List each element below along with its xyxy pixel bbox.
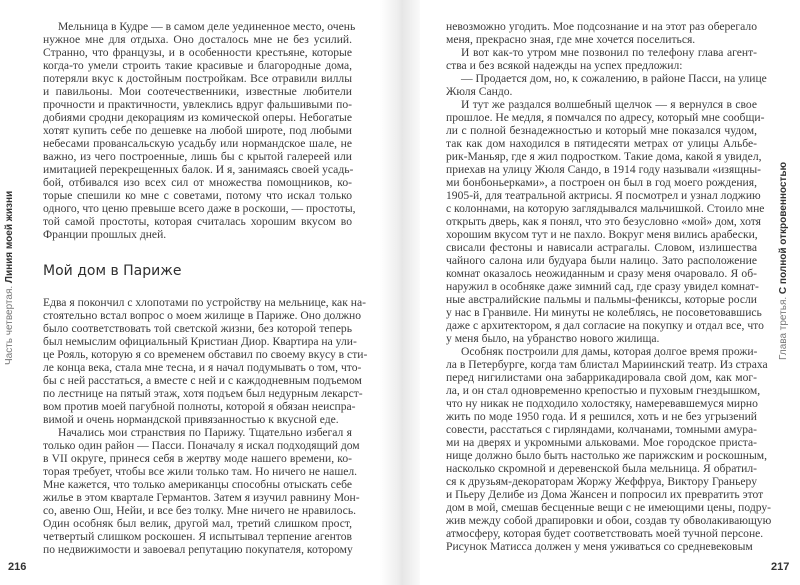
paragraph xyxy=(43,20,356,241)
text-line: прошлое. Не медля, я помчался по адресу, который мне сообщи- xyxy=(446,111,765,124)
text-line: комнат оказалось неожиданным и сразу меня очаровало. Я об- xyxy=(446,267,757,280)
text-line: це Рояль, которую я со временем обставил по своему вкусу в сти- xyxy=(43,348,368,361)
paragraph xyxy=(446,20,757,46)
running-head-right xyxy=(778,162,789,360)
text-line: Особняк построили для дамы, которая долгое время прожи- xyxy=(461,345,758,358)
text-line: той самой простоты, которая считалась хорошим вкусом во xyxy=(43,215,352,228)
text-line: вом против моей пагубной полноты, которой я обязан неиспра- xyxy=(43,400,356,413)
text-line: так как дом находился в пятидесяти метрах от улицы Альбе- xyxy=(446,137,757,150)
text-line: 1905-й, для театральной актрисы. Я посмотрел и узнал лоджию xyxy=(446,189,761,202)
text-line: что ну никак не подходило холостяку, намеревавшемуся мирно xyxy=(446,397,758,410)
text-line: дом в мой, смешав бесценные вещи с не имеющими цены, подру- xyxy=(446,501,772,514)
text-before-heading xyxy=(43,20,356,241)
text-line: нужное мне для отдыха. Оно досталось мне не без усилий. xyxy=(43,33,352,46)
paragraph xyxy=(446,46,757,72)
text-line: и павильоны. Мои соотечественники, известные любители xyxy=(43,85,352,98)
text-line: хорошим вкусом тут и не пахло. Вокруг меня вились арабески, xyxy=(446,228,758,241)
text-line: жив между собой драпировки и обои, создав ту обволакивающую xyxy=(446,514,772,527)
text-line: четвертый слишком роскошен. Я испытывал терпение агентов xyxy=(43,530,352,543)
text-line: торые спешили ко мне с советами, потому что искал только xyxy=(43,189,352,202)
page-number-left: 216 xyxy=(8,561,27,573)
text-line: перед нигилистами она забаррикадировала свой дом, как мог- xyxy=(446,371,757,384)
text-line: ми бонбоньерками», а построен он был в год моего рождения, xyxy=(446,176,757,189)
text-line: в VII округе, принеся себя в жертву моде нашего времени, ко- xyxy=(43,452,352,465)
text-line: Странно, что французы, и в особенности крестьяне, которые xyxy=(43,46,352,59)
text-line: стоятельно встал вопрос о моем жилище в Париже. Оно должно xyxy=(43,309,362,322)
running-head-part: Часть четвертая. xyxy=(4,285,15,365)
text-line: Франции прошлых дней. xyxy=(43,228,167,241)
text-line: было соответствовать той светской жизни, без которой теперь xyxy=(43,322,352,335)
text-line: насколько скромной и деревенской была мельница. Я обратил- xyxy=(446,462,757,475)
text-line: ле конца века, стала мне тесна, и я начал подумывать о том, что- xyxy=(43,361,362,374)
text-line: у нас в Гранвиле. Ни минуты не колеблясь, не посоветовавшись xyxy=(446,306,762,319)
text-line: хотят купить себе по дешевке на любой широте, под любыми xyxy=(43,124,352,137)
text-line: небесами провансальскую усадьбу или нормандское шале, не xyxy=(43,137,352,150)
page-number-right: 217 xyxy=(771,561,790,573)
text-line: по недвижимости и завоевал репутацию покупателя, которому xyxy=(43,543,353,556)
text-line: бы с ней расстаться, а вместе с ней и с каждодневным подъемом xyxy=(43,374,362,387)
text-line: наружил в особняке даже зимний сад, где сразу увидел комнат- xyxy=(446,280,759,293)
text-line: имитацией перекрещенных балок. И я, занимаясь своей усадь- xyxy=(43,163,354,176)
text-line: торая требует, чтобы все жили только там. Но ничего не нашел. xyxy=(43,465,358,478)
text-line: меня, прекрасно зная, где мне хочется поселиться. xyxy=(446,33,696,46)
text-line: ла, и он стал одновременно крепостью и пуховым гнездышком, xyxy=(446,384,761,397)
book-gutter xyxy=(380,0,420,585)
right-page xyxy=(446,20,772,553)
text-line: только один район — Пасси. Поначалу я искал подходящий дом xyxy=(43,439,360,452)
text-line: Один особняк был велик, другой мал, третий слишком прост, xyxy=(43,517,352,530)
paragraph xyxy=(446,98,765,345)
text-line: прочности и практичности, увлеклись вдруг фальшивыми по- xyxy=(43,98,352,111)
text-line: нище должно было быть настолько же парижским и роскошным, xyxy=(446,449,767,462)
text-line: Мне кажется, что только американцы способны отыскать себе xyxy=(43,478,352,491)
text-line: ства и без всякой надежды на успех предложил: xyxy=(446,59,683,72)
text-line: даже с архитектором, я дал согласие на покупку и отдал все, что xyxy=(446,319,764,332)
text-line: ся к друзьям-декораторам Жоржу Жеффруа, Виктору Граньеру xyxy=(446,475,757,488)
text-line: свисали фестоны и нависали астрагалы. Словом, излишества xyxy=(446,241,757,254)
text-line: когда-то умели строить такие красивые и благородные дома, xyxy=(43,59,352,72)
text-line: вимой и очень нормандской привязанностью к вкусной еде. xyxy=(43,413,339,426)
running-head-title: Линия моей жизни xyxy=(4,190,15,284)
text-line: ла в Петербурге, когда там блистал Мариинский театр. Из страха xyxy=(446,358,768,371)
text-line: ми на дверях и укромными альковами. Мое городское приста- xyxy=(446,436,757,449)
paragraph xyxy=(446,345,772,553)
text-line: ные австралийские пальмы и пальмы-фениксы, которые росли xyxy=(446,293,757,306)
text-line: Начались мои странствия по Парижу. Тщательно избегал я xyxy=(58,426,352,439)
text-line: Едва я покончил с хлопотами по устройству на мельнице, как на- xyxy=(43,296,366,309)
running-head-title: С полной откровенностью xyxy=(778,161,789,295)
running-head-left xyxy=(4,191,15,365)
text-line: у меня было, на убранство нового жилища. xyxy=(446,332,660,345)
paragraph xyxy=(43,296,368,426)
text-line: невозможно угодить. Мое подсознание и на этот раз оберегало xyxy=(446,20,757,33)
text-line: рик-Маньяр, где я жил подростком. Такие дома, какой я увидел, xyxy=(446,150,762,163)
text-line: совести, расстаться с гирляндами, колчанами, томными амура- xyxy=(446,423,757,436)
text-line: со, авеню Ош, Нейи, и все без толку. Мне ничего не нравилось. xyxy=(43,504,357,517)
text-line: важно, из чего построенные, лишь бы с крытой галереей или xyxy=(43,150,352,163)
text-line: и Пьеру Делибе из Дома Жансен и попросил их превратить этот xyxy=(446,488,764,501)
text-line: потеряли вкус к достойным постройкам. Все отравили виллы xyxy=(43,72,352,85)
text-line: бой, отбивался изо всех сил от множества помощников, ко- xyxy=(43,176,352,189)
text-line: — Продается дом, но, к сожалению, в районе Пасси, на улице xyxy=(461,72,767,85)
left-page xyxy=(43,20,368,556)
text-line: Жюля Сандо. xyxy=(446,85,513,98)
text-line: Рисунок Матисса должен у меня уживаться со средневековым xyxy=(446,540,753,553)
paragraph xyxy=(446,72,767,98)
text-line: приехав на улицу Жюля Сандо, в 1914 году называли «изящны- xyxy=(446,163,761,176)
text-line: жилье в этом квартале Германтов. Затем я изучил равнину Мон- xyxy=(43,491,360,504)
text-line: был немыслим официальный Кристиан Диор. Квартира на ули- xyxy=(43,335,357,348)
right-page-text xyxy=(446,20,772,553)
text-line: атмосферу, которая будет соответствовать моей тучной персоне. xyxy=(446,527,764,540)
paragraph xyxy=(43,426,360,556)
text-after-heading xyxy=(43,296,368,556)
text-line: открыть дверь, как я понял, что это безусловно «мой» дом, хотя xyxy=(446,215,761,228)
text-line: И тут же раздался волшебный щелчок — я вернулся в свое xyxy=(461,98,757,111)
text-line: жить по моде 1950 года. И я решился, хоть и не без угрызений xyxy=(446,410,757,423)
text-line: добиями сродни декорациям из комической оперы. Небогатые xyxy=(43,111,352,124)
text-line: одного, что ценю превыше всего даже в роскоши, — простоты, xyxy=(43,202,356,215)
text-line: с колоннами, на которую заглядывался мальчишкой. Стоило мне xyxy=(446,202,765,215)
section-heading: Мой дом в Париже xyxy=(43,263,182,279)
text-line: ли с полной безнадежностью и который мне показался чудом, xyxy=(446,124,757,137)
text-line: чайного салона или будуара были налицо. Зато расположение xyxy=(446,254,757,267)
text-line: И вот как-то утром мне позвонил по телефону глава агент- xyxy=(461,46,757,59)
text-line: Мельница в Кудре — в самом деле уединенное место, очень xyxy=(58,20,356,33)
running-head-chapter: Глава третья. xyxy=(778,296,789,360)
text-line: по лестнице на пятый этаж, хотя подъем был недурным лекарст- xyxy=(43,387,363,400)
